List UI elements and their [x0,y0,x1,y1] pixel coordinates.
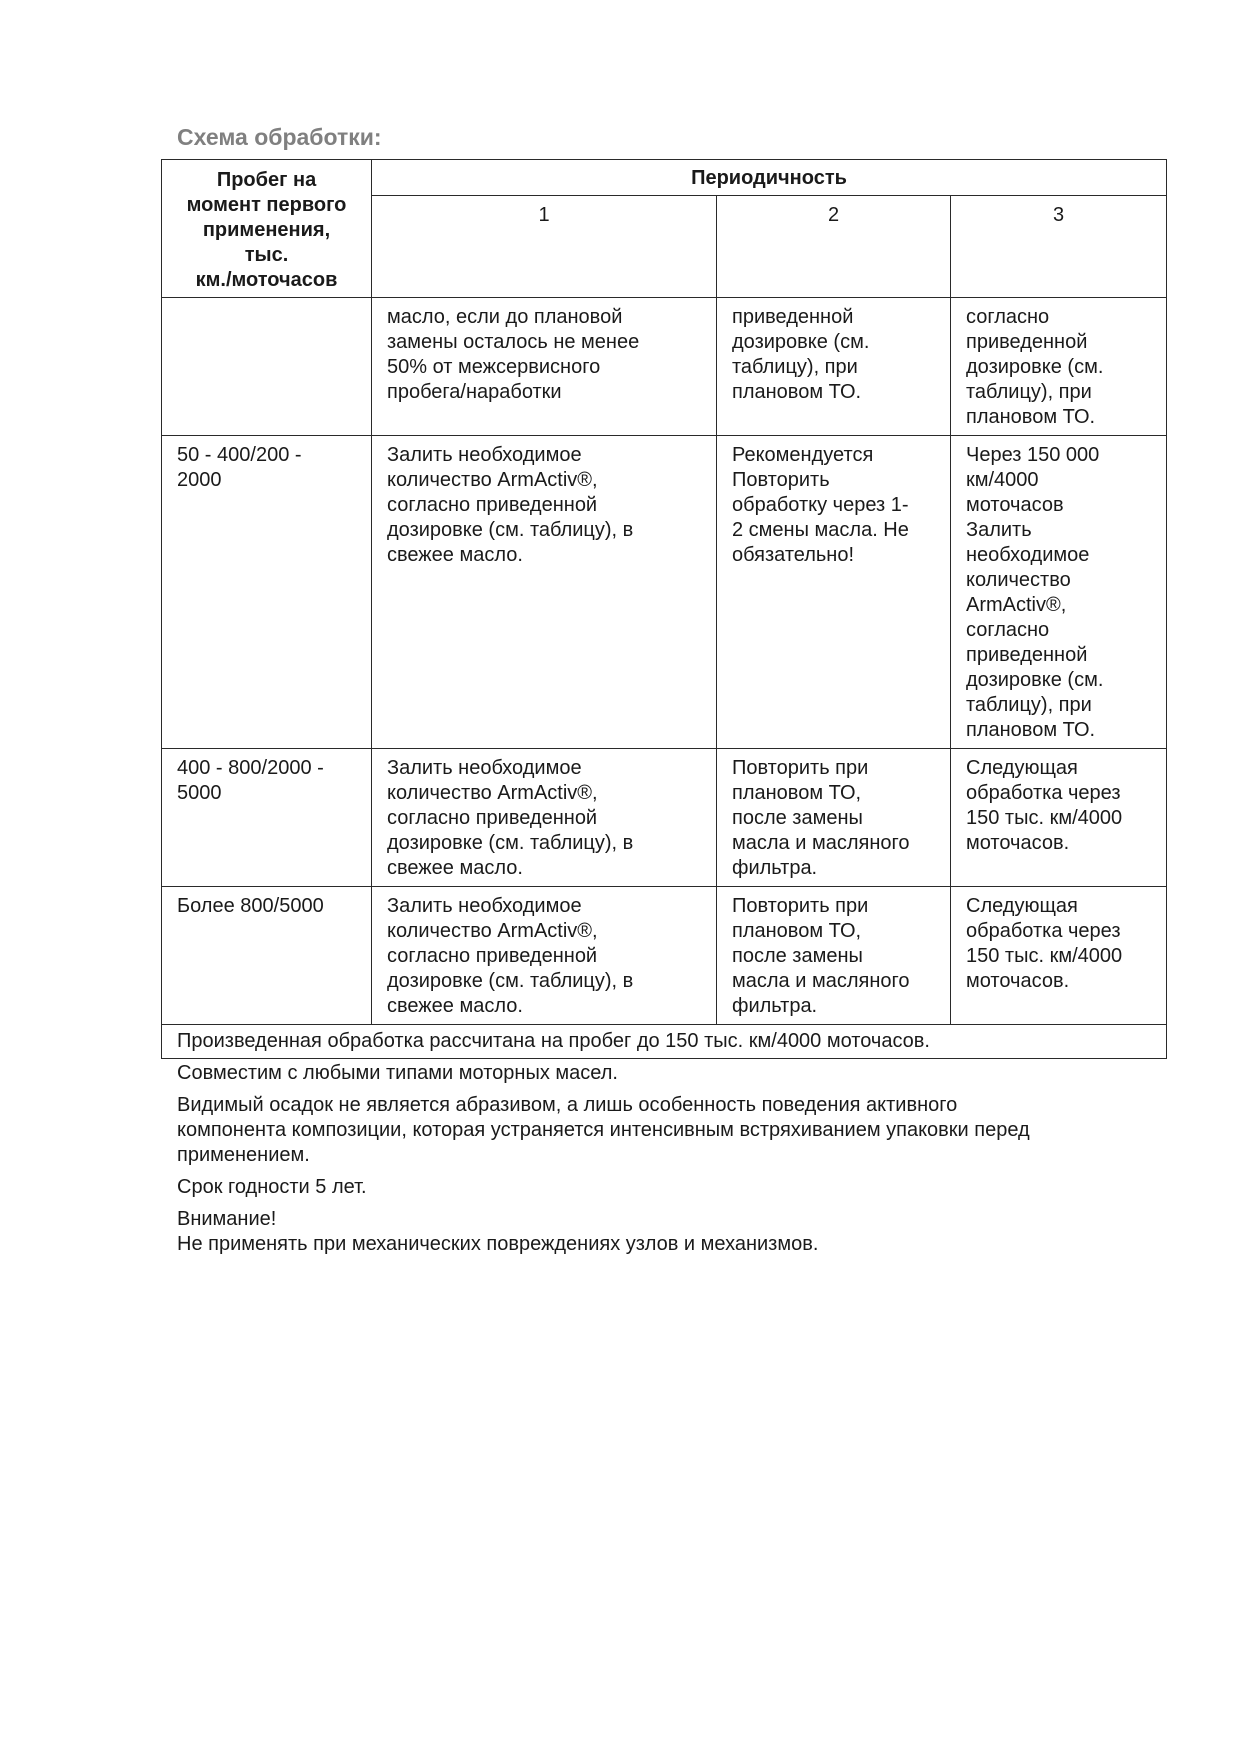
section-title: Схема обработки: [177,124,382,150]
note-shelf-life: Срок годности 5 лет. [177,1176,367,1198]
header-column-1: 1 [372,195,717,298]
header-column-3: 3 [951,195,1167,298]
treatment-scheme-table [161,159,1167,1059]
table-header-row [162,160,1167,196]
table-row [162,436,1167,749]
cell-period-3: Следующая обработка через 150 тыс. км/4000 моточасов. [951,749,1167,887]
cell-period-2: Повторить при плановом ТО, после замены масла и масляного фильтра. [717,887,951,1025]
cell-mileage: Более 800/5000 [162,887,372,1025]
table-row [162,887,1167,1025]
cell-mileage: 400 - 800/2000 - 5000 [162,749,372,887]
notes-block [177,1061,1137,1264]
note-compatibility: Совместим с любыми типами моторных масел. [177,1062,618,1084]
cell-period-2: приведенной дозировке (см. таблицу), при плановом ТО. [717,298,951,436]
cell-mileage: 50 - 400/200 - 2000 [162,436,372,749]
note-sediment: Видимый осадок не является абразивом, а лишь особенность поведения активного компонента композиции, которая устраняется интенсивным встряхиванием упаковки перед применением. [177,1094,1030,1166]
cell-period-2: Рекомендуется Повторить обработку через 1- 2 смены масла. Не обязательно! [717,436,951,749]
cell-period-1: Залить необходимое количество ArmActiv®, согласно приведенной дозировке (см. таблицу), в свежее масло. [372,887,717,1025]
cell-mileage [162,298,372,436]
cell-period-3: согласно приведенной дозировке (см. таблицу), при плановом ТО. [951,298,1167,436]
note-warning: Внимание! Не применять при механических повреждениях узлов и механизмов. [177,1208,819,1255]
table-row [162,298,1167,436]
cell-period-1: масло, если до плановой замены осталось не менее 50% от межсервисного пробега/наработки [372,298,717,436]
cell-period-1: Залить необходимое количество ArmActiv®, согласно приведенной дозировке (см. таблицу), в свежее масло. [372,749,717,887]
table-footer-row [162,1025,1167,1059]
cell-period-2: Повторить при плановом ТО, после замены масла и масляного фильтра. [717,749,951,887]
table-row [162,749,1167,887]
header-periodicity: Периодичность [372,160,1167,196]
cell-period-1: Залить необходимое количество ArmActiv®, согласно приведенной дозировке (см. таблицу), в свежее масло. [372,436,717,749]
cell-period-3: Следующая обработка через 150 тыс. км/4000 моточасов. [951,887,1167,1025]
table-footer-note: Произведенная обработка рассчитана на пробег до 150 тыс. км/4000 моточасов. [162,1025,1167,1059]
cell-period-3: Через 150 000 км/4000 моточасов Залить необходимое количество ArmActiv®, согласно приведенной дозировке (см. таблицу), при плановом ТО. [951,436,1167,749]
header-column-2: 2 [717,195,951,298]
header-mileage: Пробег на момент первого применения, тыс. км./моточасов [162,160,372,298]
